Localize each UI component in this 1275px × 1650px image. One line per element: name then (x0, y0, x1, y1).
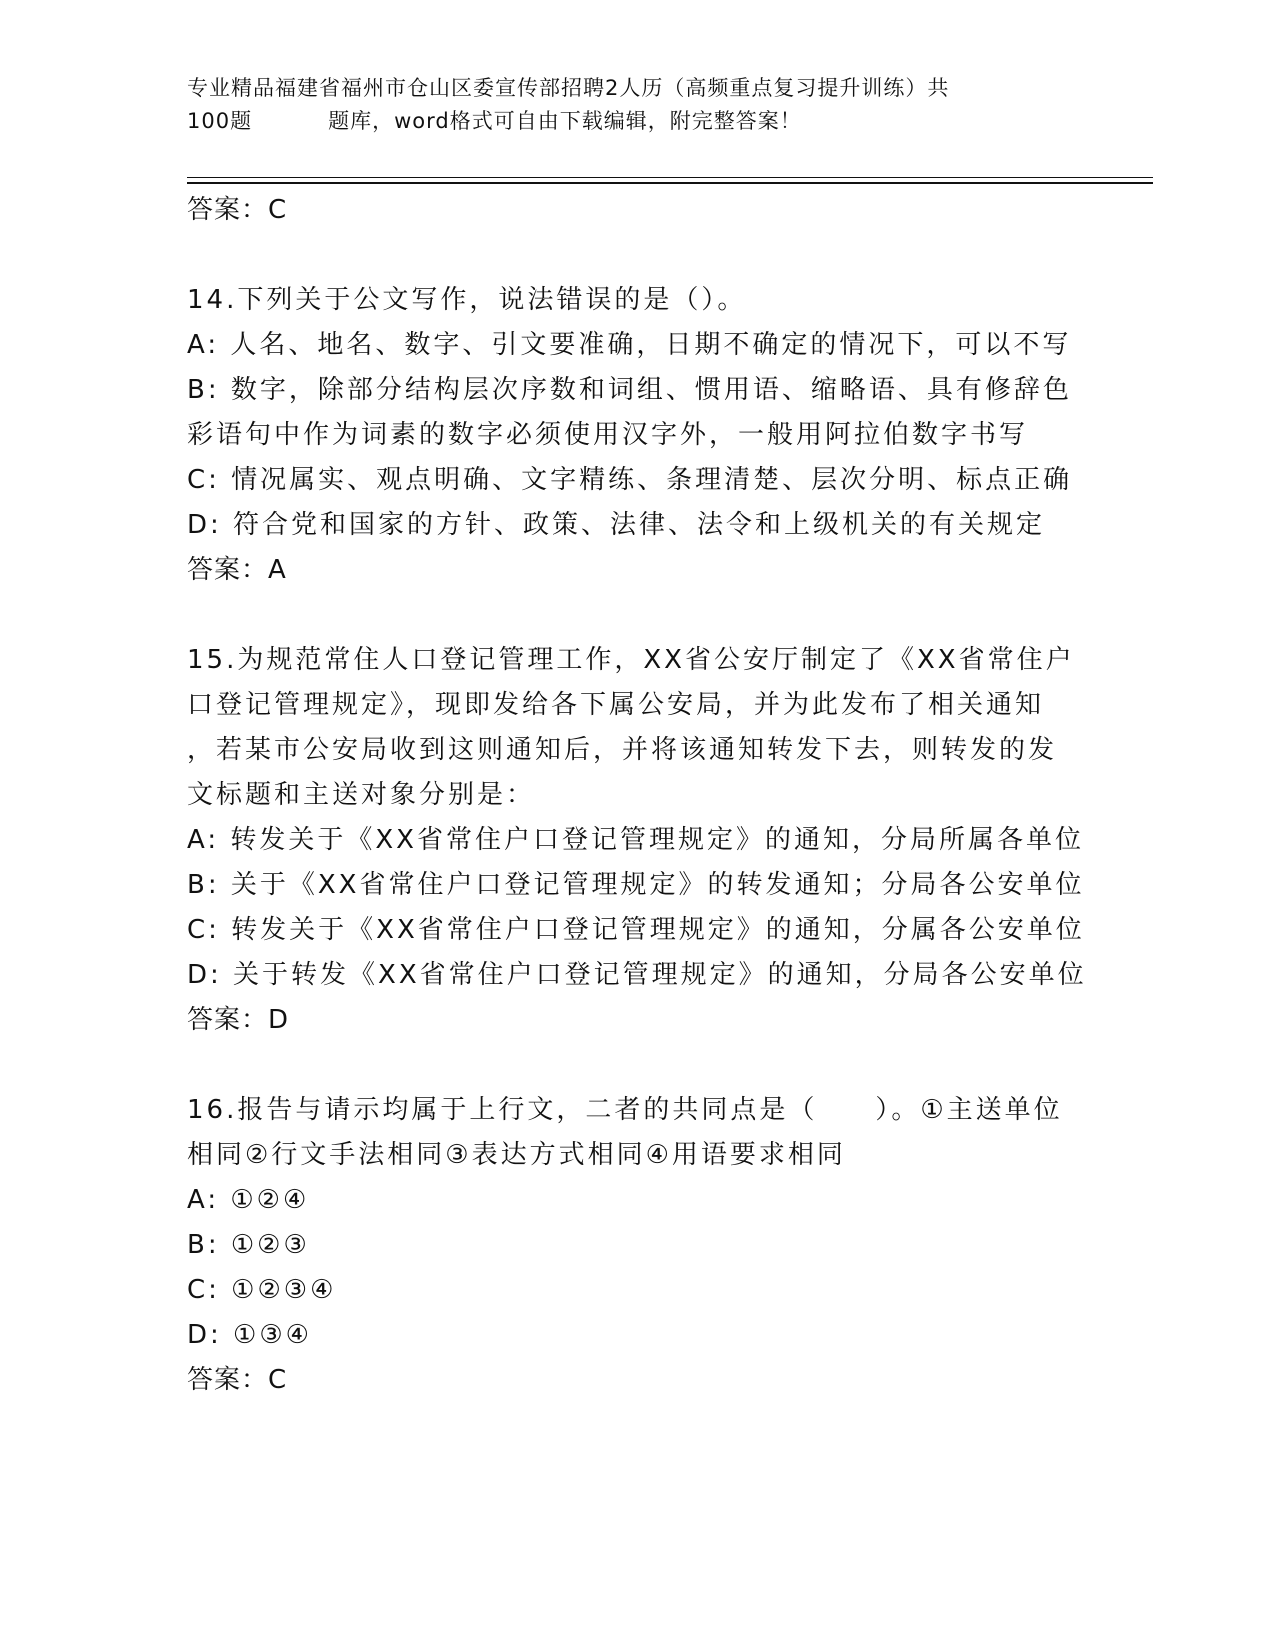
header-title-line-1: 专业精品福建省福州市仓山区委宣传部招聘2人历（高频重点复习提升训练）共 (187, 76, 950, 100)
option-c: C: ①②③④ (187, 1275, 337, 1305)
option-a: A: 转发关于《XX省常住户口登记管理规定》的通知，分局所属各单位 (187, 825, 1084, 855)
option-d: D: 关于转发《XX省常住户口登记管理规定》的通知，分局各公安单位 (187, 960, 1087, 990)
option-a: A: 人名、地名、数字、引文要准确，日期不确定的情况下，可以不写 (187, 330, 1072, 360)
header-title-line-2 (187, 105, 1067, 138)
question-stem-continued: 相同②行文手法相同③表达方式相同④用语要求相同 (187, 1140, 846, 1170)
answer: 答案：A (187, 555, 287, 585)
question-stem: 16.报告与请示均属于上行文，二者的共同点是（ ）。①主送单位 (187, 1095, 1063, 1125)
question-stem-continued: 口登记管理规定》，现即发给各下属公安局，并为此发布了相关通知 (187, 690, 1045, 720)
option-d: D: 符合党和国家的方针、政策、法律、法令和上级机关的有关规定 (187, 510, 1046, 540)
option-b-continued: 彩语句中作为词素的数字必须使用汉字外，一般用阿拉伯数字书写 (187, 420, 1029, 450)
question-stem-continued: 文标题和主送对象分别是： (187, 780, 536, 810)
option-b: B: 关于《XX省常住户口登记管理规定》的转发通知；分局各公安单位 (187, 870, 1085, 900)
header-divider-thick (187, 182, 1153, 184)
option-c: C: 转发关于《XX省常住户口登记管理规定》的通知，分属各公安单位 (187, 915, 1085, 945)
question-14 (187, 278, 1087, 593)
option-b: B: ①②③ (187, 1230, 310, 1260)
document-body (187, 188, 1087, 1403)
header-question-count: 100题 (187, 109, 253, 133)
answer: 答案：D (187, 1005, 290, 1035)
page-header (187, 72, 1067, 138)
option-a: A: ①②④ (187, 1185, 310, 1215)
answer: 答案：C (187, 1365, 288, 1395)
header-divider-thin (187, 177, 1153, 178)
option-c: C: 情况属实、观点明确、文字精练、条理清楚、层次分明、标点正确 (187, 465, 1073, 495)
header-description: 题库，word格式可自由下载编辑，附完整答案！ (328, 109, 802, 133)
answer-q13: 答案：C (187, 195, 288, 225)
question-stem: 14.下列关于公文写作，说法错误的是（）。 (187, 285, 747, 315)
question-stem: 15.为规范常住人口登记管理工作，XX省公安厅制定了《XX省常住户 (187, 645, 1075, 675)
option-b: B: 数字，除部分结构层次序数和词组、惯用语、缩略语、具有修辞色 (187, 375, 1072, 405)
question-15 (187, 638, 1087, 1043)
option-d: D: ①③④ (187, 1320, 312, 1350)
question-stem-continued: ，若某市公安局收到这则通知后，并将该通知转发下去，则转发的发 (187, 735, 1058, 765)
question-16 (187, 1088, 1087, 1403)
